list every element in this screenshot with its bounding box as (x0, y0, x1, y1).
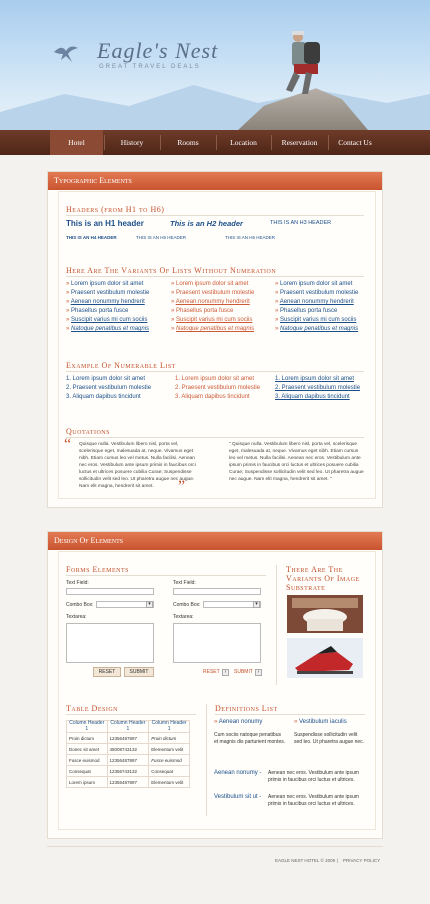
table-row: Fusce euismod 12356487897 Fusce euismod (67, 755, 190, 766)
numbered-item[interactable]: 3. Aliquam dapibus tincidunt (66, 394, 141, 400)
table-row: Lorem ipsum 12356487897 Elementum velit (67, 777, 190, 788)
list-item[interactable]: » Praesent vestibulum molestie (171, 290, 255, 296)
headers-title: Headers (from H1 to H6) (66, 205, 165, 214)
definition-term[interactable]: Aenean nonumy - (214, 770, 262, 776)
list-item[interactable]: » Lorem ipsum dolor sit amet (171, 281, 249, 287)
design-title: Design Of Elements (48, 532, 382, 550)
footer-copyright: EAGLE NEST HOTEL © 2009 (275, 858, 336, 863)
textarea-label: Textarea: (66, 614, 87, 620)
site-slogan: GREAT TRAVEL DEALS (99, 64, 201, 70)
list-item[interactable]: » Natoque penatibus et magnis (275, 326, 359, 332)
main-nav (0, 130, 430, 155)
nav-location[interactable]: Location (230, 138, 257, 147)
list-item[interactable]: » Phasellus porta fusce (275, 308, 338, 314)
quotations-title: Quotations (66, 427, 110, 436)
h5-sample: THIS IS AN H5 HEADER (136, 235, 187, 240)
data-table (66, 720, 190, 788)
h3-sample: THIS IS AN H3 HEADER (270, 220, 332, 226)
list-item[interactable]: » Aenean nonummy hendrerit (171, 299, 250, 305)
submit-button[interactable]: SUBMIT (124, 667, 154, 677)
reset-button[interactable]: RESET (93, 667, 121, 677)
numbered-item[interactable]: 2. Praesent vestibulum molestie (66, 385, 152, 391)
list-item[interactable]: » Lorem ipsum dolor sit amet (275, 281, 353, 287)
definitions-title: Definitions List (215, 704, 278, 713)
definition-term[interactable]: » Aenean nonumy (214, 719, 263, 725)
privacy-policy-link[interactable]: PRIVACY POLICY (343, 858, 381, 863)
text-field-label: Text Field: (173, 580, 196, 586)
definition-text: Cum sociis natoque penatibus et magnis dis parturient montes. (214, 732, 286, 745)
quote-text-1: Quisque nulla. Vestibulum libero nisl, porta vel, scelerisque eget, malesuada at, neque. Vivamus eget nibh. Etiam cursus leo vel metus. Nulla facilisi. Aenean nec eros. Vestibulum ante ipsum primis in faucibus orci luctus et ultrices posuere cubilia Curae; Suspendisse sollicitudin velit sed leo. Ut pharetra augue nec augue. Nam elit magna, hendrerit sit amet. (79, 442, 196, 489)
header-banner (0, 0, 430, 130)
column-header[interactable]: Column Header 1 (67, 721, 108, 733)
text-field-label: Text Field: (66, 580, 89, 586)
footer-divider: | (337, 858, 339, 863)
chevron-down-icon[interactable]: ▾ (253, 601, 260, 608)
hiker-image (284, 28, 330, 102)
definition-term[interactable]: Vestibulum sit ut - (214, 794, 262, 800)
text-field-input[interactable] (66, 588, 154, 595)
table-row: Proin dictum 12356487897 Proin dictum (67, 733, 190, 744)
list-item[interactable]: » Lorem ipsum dolor sit amet (66, 281, 144, 287)
eagle-icon (52, 42, 80, 64)
snowmobile-image (287, 638, 363, 678)
submit-link[interactable]: SUBMIT (234, 669, 253, 675)
chevron-down-icon[interactable]: ▾ (146, 601, 153, 608)
chevron-right-icon[interactable]: › (222, 669, 229, 676)
quote-close-icon: ” (178, 478, 186, 495)
column-header[interactable]: Column Header 1 (149, 721, 190, 733)
table-row: Consequat 12356743132 Consequat (67, 766, 190, 777)
list-item[interactable]: » Aenean nonummy hendrerit (275, 299, 354, 305)
quote-text-2: " Quisque nulla. Vestibulum libero nisl, porta vel, scelerisque eget, malesuada at, neque. Vivamus eget nibh. Etiam cursus leo vel metus. Nulla facilisi. Aenean nec eros. Vestibulum ante ipsum primis in faucibus orci luctus et ultrices posuere cubilia Curae; Suspendisse sollicitudin velit sed leo. Ut pharetra augue nec augue. Nam elit magna, hendrerit sit amet. " (229, 442, 364, 482)
h1-sample: This is an H1 header (66, 219, 144, 228)
table-title: Table Design (66, 704, 118, 713)
list-item[interactable]: » Praesent vestibulum molestie (275, 290, 359, 296)
table-row: Donec sit amet 45008743132 Elementum velit (67, 744, 190, 755)
mountains-backdrop (0, 70, 430, 130)
list-item[interactable]: » Natoque penatibus et magnis (171, 326, 255, 332)
chevron-right-icon[interactable]: › (255, 669, 262, 676)
table-header-row (67, 721, 190, 733)
numbered-item[interactable]: 2. Praesent vestibulum molestie (175, 385, 261, 391)
nav-hotel[interactable]: Hotel (50, 130, 103, 155)
list-item[interactable]: » Suscipit varius mi cum sociis (171, 317, 253, 323)
definition-text: Suspendisse sollicitudin velit sed leo. Ut pharetra augue nec. (294, 732, 365, 745)
combo-box-label: Combo Box: (173, 602, 201, 608)
quote-open-icon: “ (64, 436, 72, 453)
images-title: There Are The Variants Of Image Substrate (286, 565, 360, 592)
combo-box-label: Combo Box: (66, 602, 94, 608)
h2-sample: This is an H2 header (170, 219, 243, 228)
dining-room-image (287, 595, 363, 633)
list-item[interactable]: » Praesent vestibulum molestie (66, 290, 150, 296)
textarea-input[interactable] (173, 623, 261, 663)
numbered-item[interactable]: 3. Aliquam dapibus tincidunt (175, 394, 250, 400)
numbered-item[interactable]: 1. Lorem ipsum dolor sit amet (175, 376, 255, 382)
list-item[interactable]: » Phasellus porta fusce (66, 308, 129, 314)
definition-term[interactable]: » Vestibulum iaculis (294, 719, 347, 725)
numbered-item[interactable]: 3. Aliquam dapibus tincidunt (275, 394, 350, 400)
h4-sample: THIS IS AN H4 HEADER (66, 235, 117, 240)
lists-title: Here Are The Variants Of Lists Without Numeration (66, 266, 277, 275)
nav-reservation[interactable]: Reservation (281, 138, 318, 147)
nav-rooms[interactable]: Rooms (177, 138, 199, 147)
list-item[interactable]: » Suscipit varius mi cum sociis (275, 317, 357, 323)
definition-text: Aenean nec eros. Vestibulum ante ipsum primis in faucibus orci luctus et ultrices. (268, 770, 359, 783)
textarea-input[interactable] (66, 623, 154, 663)
numbered-item[interactable]: 2. Praesent vestibulum molestie (275, 385, 361, 391)
list-item[interactable]: » Phasellus porta fusce (171, 308, 234, 314)
site-logo[interactable]: Eagle's Nest (97, 38, 219, 63)
textarea-label: Textarea: (173, 614, 194, 620)
nav-contact-us[interactable]: Contact Us (338, 138, 372, 147)
reset-link[interactable]: RESET (203, 669, 220, 675)
list-item[interactable]: » Natoque penatibus et magnis (66, 326, 150, 332)
text-field-input[interactable] (173, 588, 261, 595)
column-header[interactable]: Column Header 1 (107, 721, 149, 733)
forms-title: Forms Elements (66, 565, 130, 574)
nav-history[interactable]: History (120, 138, 144, 147)
definition-text: Aenean nec eros. Vestibulum ante ipsum primis in faucibus orci luctus et ultrices. (268, 794, 359, 807)
numbered-item[interactable]: 1. Lorem ipsum dolor sit amet (275, 376, 355, 382)
numbered-title: Example Of Numerable List (66, 361, 176, 370)
list-item[interactable]: » Aenean nonummy hendrerit (66, 299, 145, 305)
h6-sample: THIS IS AN H6 HEADER (225, 235, 276, 240)
numbered-item[interactable]: 1. Lorem ipsum dolor sit amet (66, 376, 146, 382)
typographic-title: Typographic Elements (48, 172, 382, 190)
list-item[interactable]: » Suscipit varius mi cum sociis (66, 317, 148, 323)
